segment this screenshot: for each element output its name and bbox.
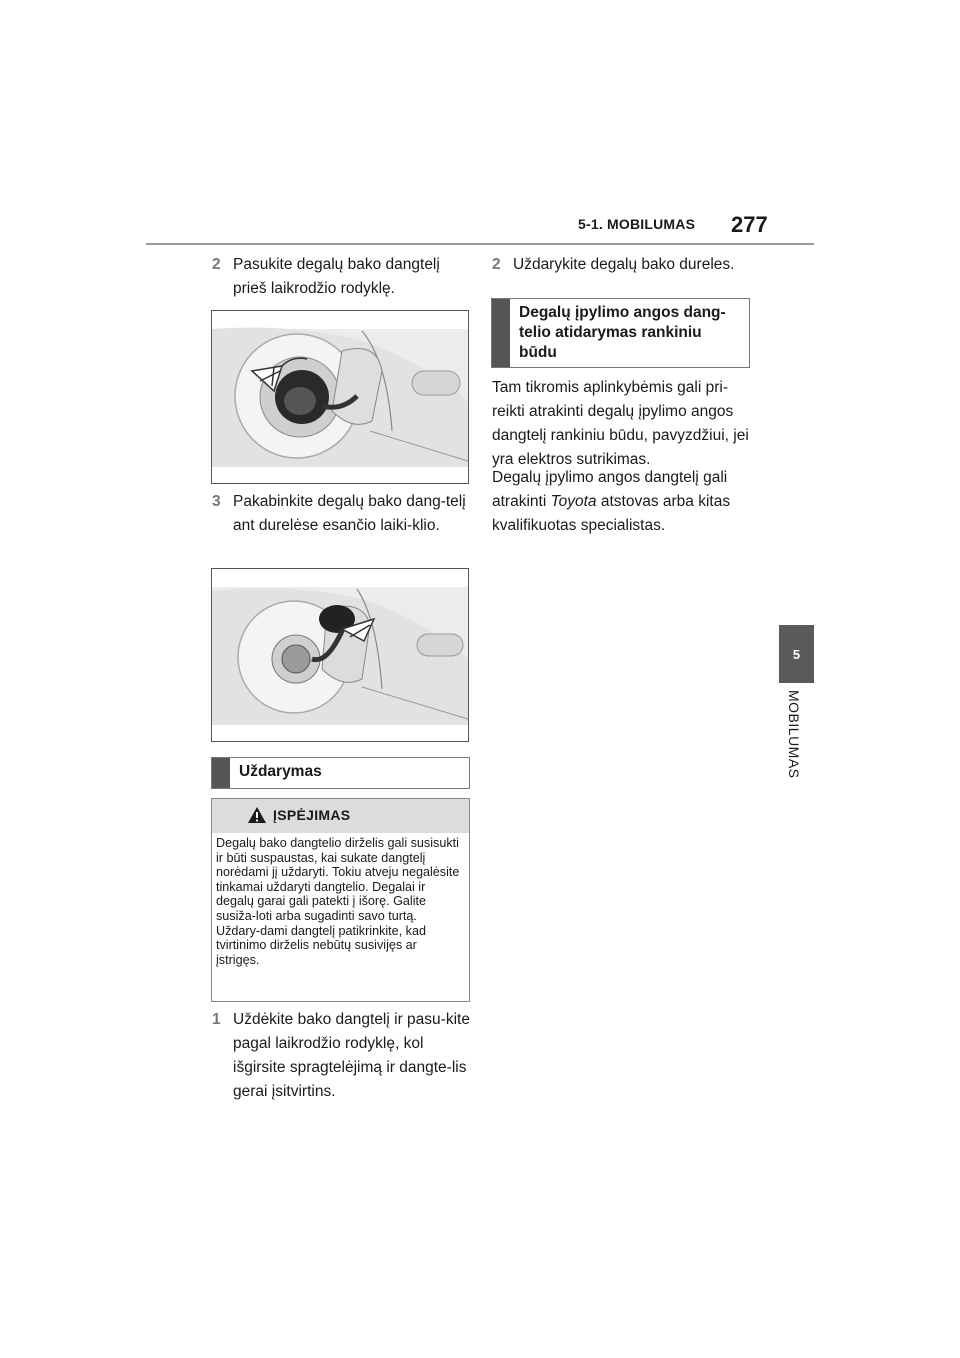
step-text: Pakabinkite degalų bako dang-telį ant durelėse esančio laiki-klio.: [233, 493, 466, 534]
warning-header: [212, 799, 469, 833]
step-number: 1: [212, 1011, 221, 1028]
closing-heading: [211, 757, 470, 789]
warning-body: Degalų bako dangtelio dirželis gali susisukti ir būti suspaustas, kai sukate dangtelį norėdami jį uždaryti. Tokiu atveju negalėsite tinkamai uždaryti dangtelio. Degalai ir degalų garai gali patekti į išorę. Galite susiža-loti arba sugadinti savo turtą. Uždary-dami dangtelį patikrinkite, kad tvirtinimo dirželis nebūtų susivijęs ar įstrigęs.: [216, 836, 460, 967]
step-number: 2: [212, 256, 221, 273]
step-3-hang: [212, 490, 470, 538]
manual-opening-heading: [491, 298, 750, 368]
header-rule: [146, 243, 814, 245]
warning-triangle-icon: [247, 806, 267, 824]
page-number: 277: [731, 212, 768, 237]
paragraph-text: atstovas arba kitas kvalifikuotas specialistas.: [492, 493, 731, 534]
warning-title: ĮSPĖJIMAS: [273, 807, 351, 823]
step-1-close: [212, 1008, 470, 1104]
manual-opening-paragraph-1: Tam tikromis aplinkybėmis gali pri-reikti atrakinti degalų įpylimo angos dangtelį rankiniu būdu, pavyzdžiui, jei yra elektros sutrikimas.: [492, 379, 749, 468]
chapter-label: MOBILUMAS: [786, 690, 802, 779]
manual-opening-paragraph-2: [492, 466, 754, 538]
section-title: 5-1. MOBILUMAS: [578, 216, 696, 232]
step-text: Uždarykite degalų bako dureles.: [513, 256, 735, 273]
chapter-tab: [779, 625, 814, 683]
step-text: Uždėkite bako dangtelį ir pasu-kite pagal laikrodžio rodyklę, kol išgirsite spragtelėjimą ir dangte-lis gerai įsitvirtins.: [233, 1011, 470, 1100]
step-text: Pasukite degalų bako dangtelį prieš laikrodžio rodyklę.: [233, 256, 440, 297]
heading-marker: [212, 758, 230, 788]
step-number: 3: [212, 493, 221, 510]
fuel-cap-rotate-illustration: [211, 310, 469, 484]
fuel-cap-hang-illustration: [211, 568, 469, 742]
warning-box: [211, 798, 470, 1002]
step-2-rotate: [212, 253, 470, 301]
step-2-close-door: [492, 253, 762, 277]
closing-heading-text: Uždarymas: [239, 763, 322, 780]
manual-opening-heading-text: Degalų įpylimo angos dang-telio atidarymas rankiniu būdu: [519, 304, 726, 361]
brand-name: Toyota: [550, 493, 597, 510]
paragraph-text: Degalų įpylimo angos dangtelį gali atrakinti: [492, 469, 728, 510]
chapter-number: 5: [792, 646, 801, 662]
heading-marker: [492, 299, 510, 367]
step-number: 2: [492, 256, 501, 273]
